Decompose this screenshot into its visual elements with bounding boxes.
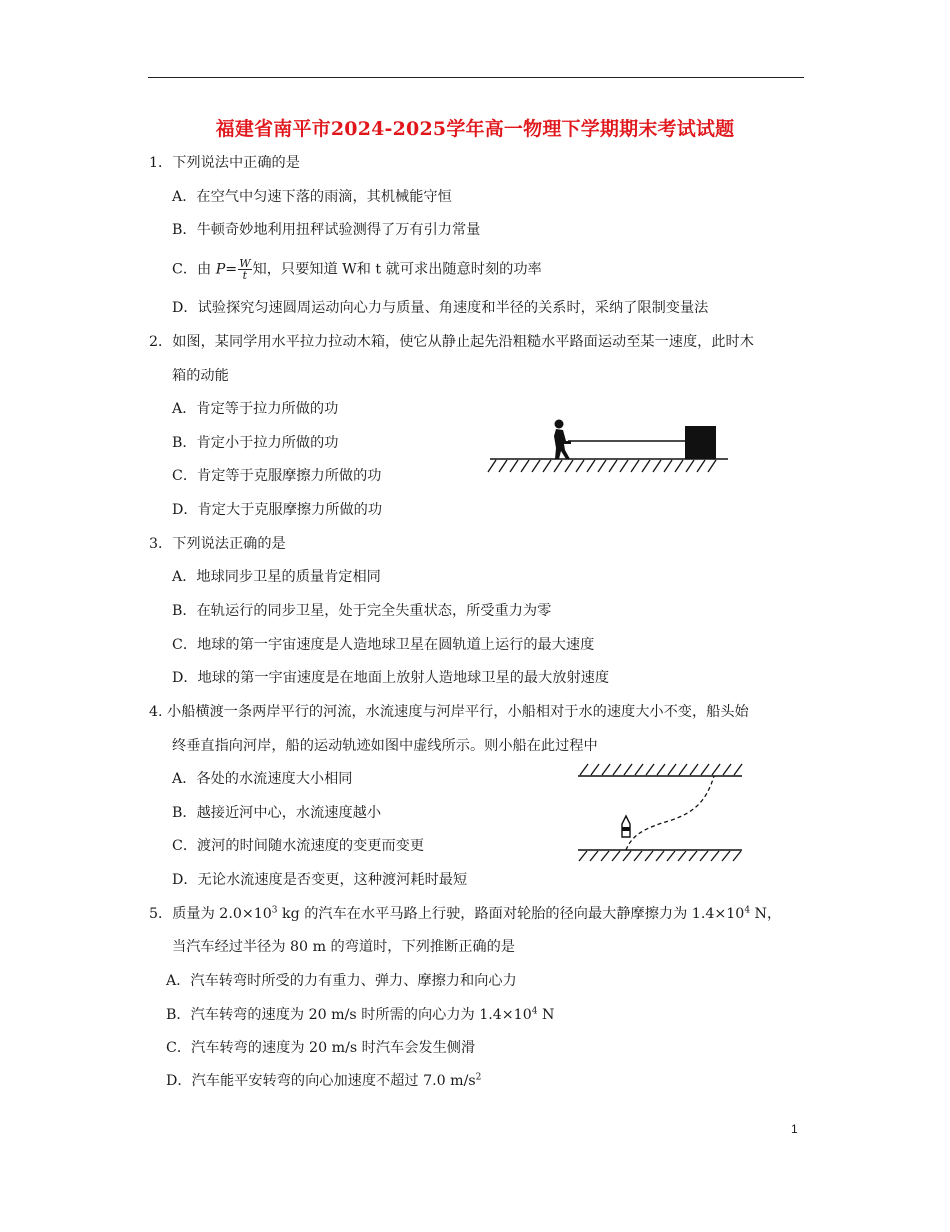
river-crossing-figure <box>574 760 746 864</box>
option-c-suffix: 知，只要知道 W和 t 就可求出随意时刻的功率 <box>252 261 542 278</box>
stem-part: kg 的汽车在水平马路上行驶，路面对轮胎的径向最大静摩擦力为 1.4×10 <box>277 906 745 922</box>
option-c-prefix: C．由 <box>172 261 216 278</box>
question-3-stem: 3．下列说法正确的是 <box>149 536 286 552</box>
question-5-option-b <box>166 1006 554 1024</box>
option-text: D．汽车能平安转弯的向心加速度不超过 7.0 m/s <box>166 1073 476 1089</box>
option-unit: N <box>537 1007 555 1023</box>
option-text: B．汽车转弯的速度为 20 m/s 时所需的向心力为 1.4×10 <box>166 1007 532 1023</box>
question-4-stem: 4. 小船横渡一条两岸平行的河流，水流速度与河岸平行，小船相对于水的速度大小不变，船头始 <box>149 704 749 720</box>
exponent: 2 <box>475 1072 482 1083</box>
question-4-option-b: B．越接近河中心，水流速度越小 <box>172 805 382 821</box>
question-5-option-a: A．汽车转弯时所受的力有重力、弹力、摩擦力和向心力 <box>166 973 517 989</box>
question-2-option-d: D．肯定大于克服摩擦力所做的功 <box>172 502 383 518</box>
exponent: 4 <box>744 905 751 916</box>
page-number: 1 <box>791 1122 798 1136</box>
exponent: 3 <box>271 905 278 916</box>
question-2-stem: 2．如图，某同学用水平拉力拉动木箱，使它从静止起先沿粗糙水平路面运动至某一速度，此时木 <box>149 334 754 350</box>
question-4-option-c: C．渡河的时间随水流速度的变更而变更 <box>172 838 425 854</box>
equals-sign: = <box>225 261 238 278</box>
question-2-option-a: A．肯定等于拉力所做的功 <box>172 401 339 417</box>
var-p: P <box>215 261 226 278</box>
question-1-option-d: D．试验探究匀速圆周运动向心力与质量、角速度和半径的关系时，采纳了限制变量法 <box>172 300 709 316</box>
page-title: 福建省南平市2024-2025学年高一物理下学期期末考试试题 <box>215 118 735 140</box>
question-2-option-c: C．肯定等于克服摩擦力所做的功 <box>172 468 382 484</box>
pulling-box-figure <box>486 414 732 476</box>
question-4-option-a: A．各处的水流速度大小相同 <box>172 771 353 787</box>
stem-part: N， <box>750 906 782 922</box>
question-3-option-c: C．地球的第一宇宙速度是人造地球卫星在圆轨道上运行的最大速度 <box>172 637 595 653</box>
question-5-option-c: C．汽车转弯的速度为 20 m/s 时汽车会发生侧滑 <box>166 1040 476 1056</box>
exponent: 4 <box>531 1006 538 1017</box>
stem-part: 5．质量为 2.0×10 <box>149 906 272 922</box>
question-1-option-a: A．在空气中匀速下落的雨滴，其机械能守恒 <box>172 189 452 205</box>
question-5-option-d <box>166 1072 481 1090</box>
fraction-denominator: t <box>242 269 248 282</box>
question-3-option-b: B．在轨运行的同步卫星，处于完全失重状态，所受重力为零 <box>172 603 552 619</box>
question-5-stem-cont: 当汽车经过半径为 80 m 的弯道时，下列推断正确的是 <box>172 939 515 955</box>
question-1-option-b: B．牛顿奇妙地利用扭秤试验测得了万有引力常量 <box>172 222 481 238</box>
fraction-w-over-t <box>238 258 251 281</box>
top-rule <box>148 77 804 78</box>
question-4-stem-cont: 终垂直指向河岸，船的运动轨迹如图中虚线所示。则小船在此过程中 <box>172 738 598 754</box>
question-3-option-a: A．地球同步卫星的质量肯定相同 <box>172 569 381 585</box>
question-1-option-c <box>172 258 542 281</box>
question-2-option-b: B．肯定小于拉力所做的功 <box>172 435 339 451</box>
question-3-option-d: D．地球的第一宇宙速度是在地面上放射人造地球卫星的最大放射速度 <box>172 670 610 686</box>
question-2-stem-cont: 箱的动能 <box>172 368 229 384</box>
question-5-stem <box>149 905 781 923</box>
question-1-stem: 1．下列说法中正确的是 <box>149 155 300 171</box>
fraction-numerator: W <box>239 257 251 270</box>
question-4-option-d: D．无论水流速度是否变更，这种渡河耗时最短 <box>172 872 468 888</box>
